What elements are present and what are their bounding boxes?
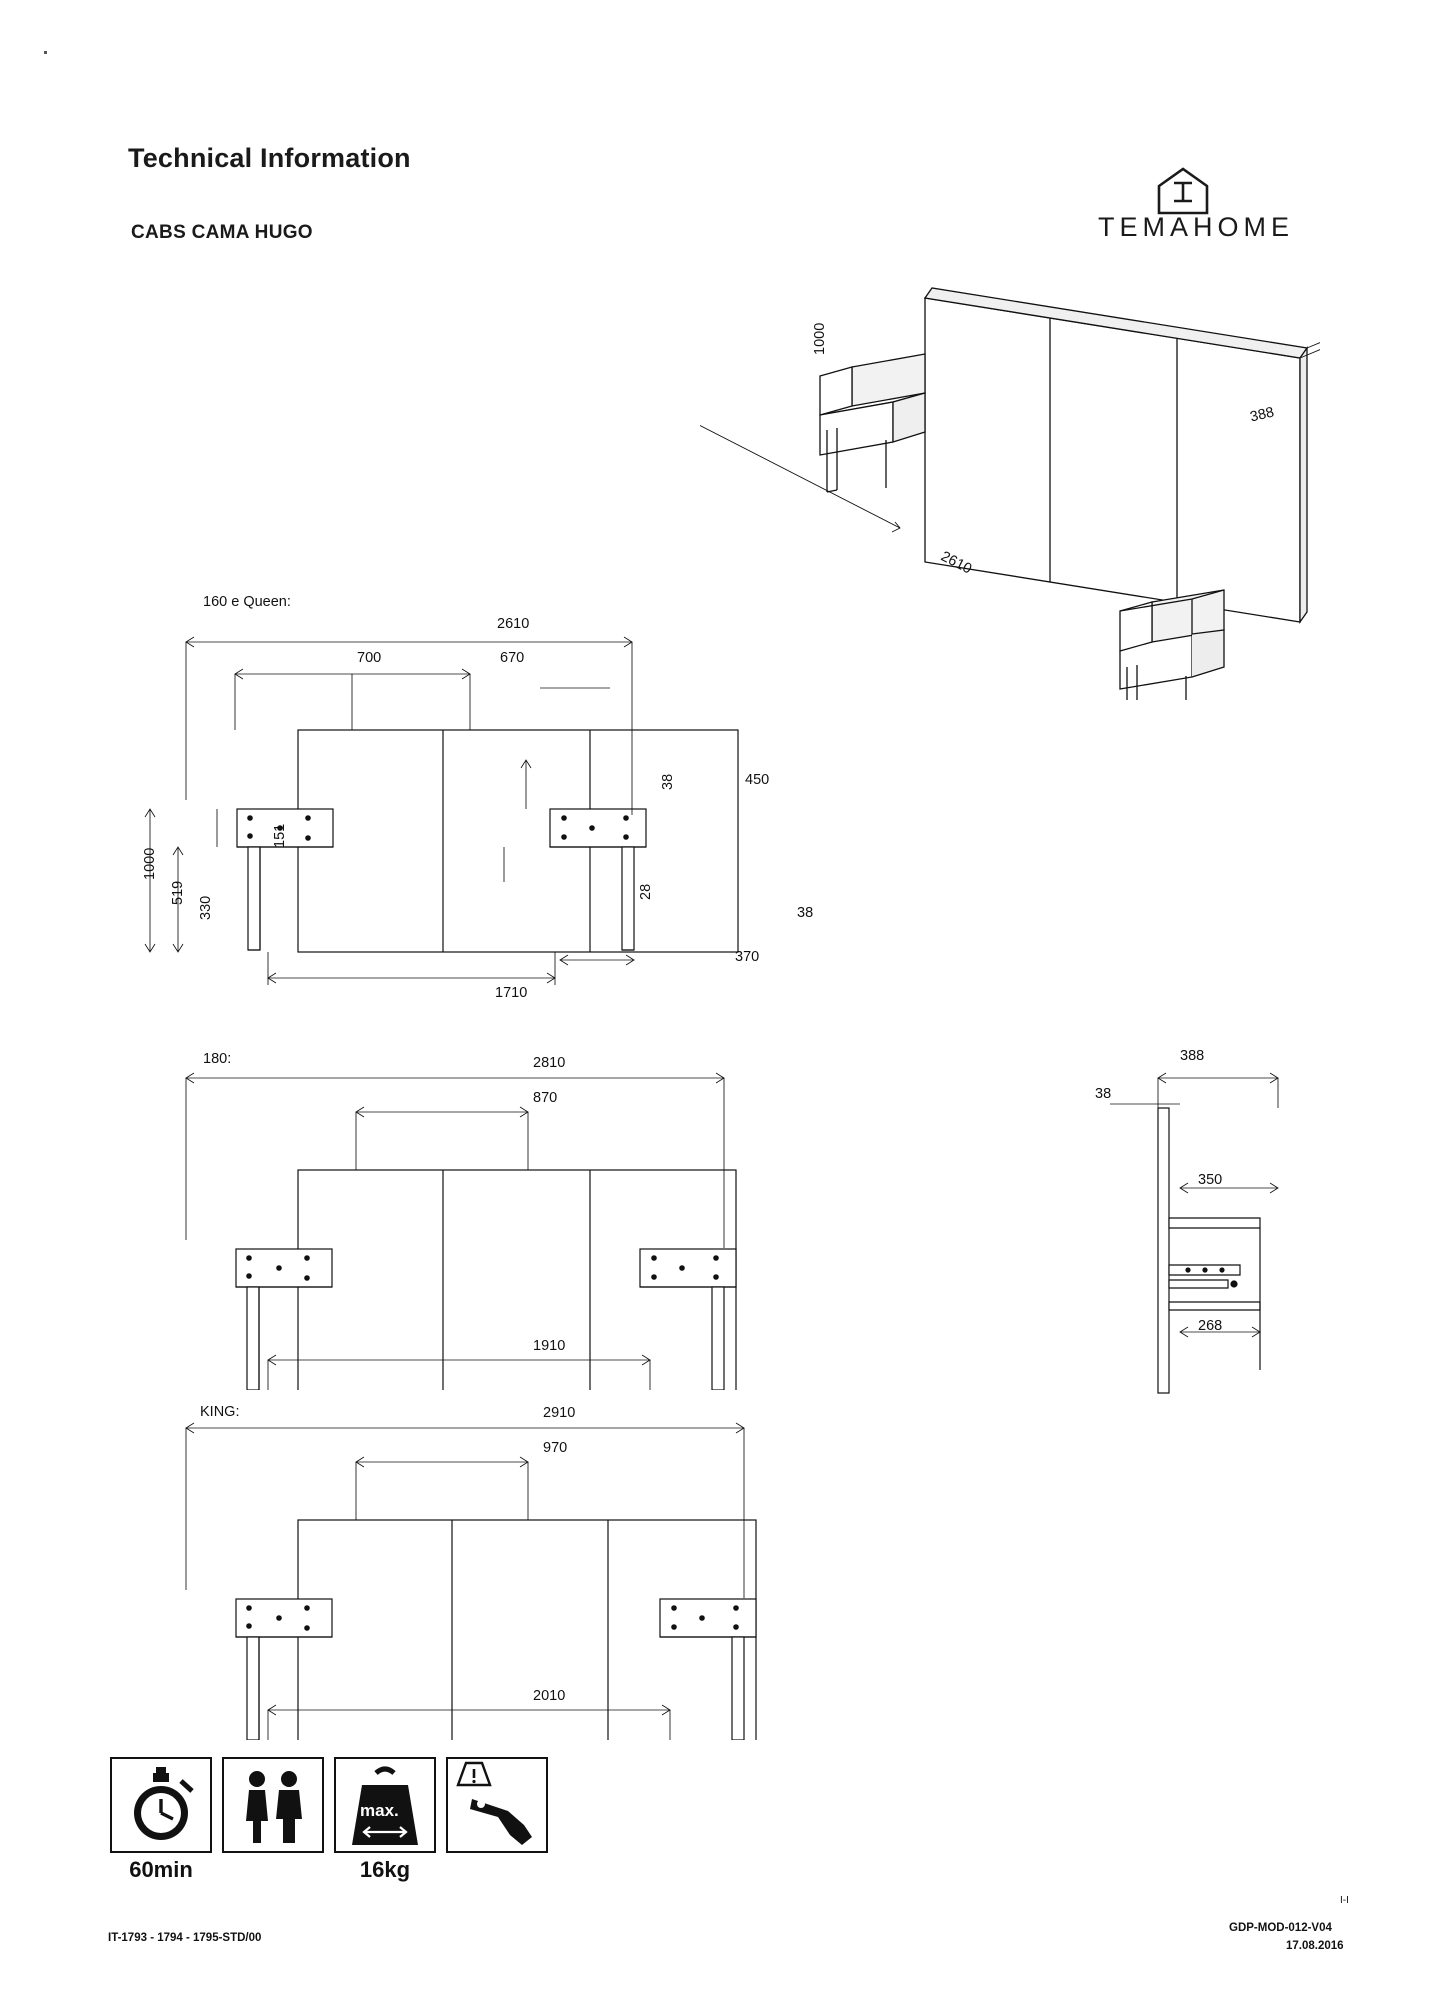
- queen-total-height-label: 1000: [142, 847, 158, 880]
- queen-shelf-thickness-label: 38: [660, 773, 676, 790]
- king-inner-label: 2010: [533, 1688, 566, 1704]
- view180-width-label: 2810: [533, 1055, 566, 1071]
- page-speck: [44, 51, 47, 54]
- iso-width-label: 2610: [938, 548, 975, 578]
- stopwatch-icon-box: [110, 1757, 212, 1853]
- king-width-label: 2910: [543, 1405, 576, 1421]
- page-title: Technical Information: [128, 143, 411, 173]
- queen-side-38-label: 38: [797, 905, 814, 921]
- max-weight-label: max.: [360, 1801, 399, 1820]
- icon-row: [110, 1757, 550, 1882]
- queen-mid-height-label: 519: [170, 880, 186, 905]
- queen-panel-b-label: 670: [500, 650, 525, 666]
- two-persons-icon-box: [222, 1757, 324, 1853]
- iso-height-label: 1000: [812, 322, 828, 355]
- max-weight-arrow: [360, 1825, 410, 1839]
- footer-date: 17.08.2016: [1286, 1940, 1344, 1952]
- stopwatch-caption: 60min: [129, 1857, 193, 1882]
- product-name: CABS CAMA HUGO: [131, 222, 313, 243]
- warning-tool-icon-box: [446, 1757, 548, 1853]
- view180-center-label: 870: [533, 1090, 558, 1106]
- queen-front-view: [140, 600, 840, 1040]
- queen-inner-width-label: 1710: [495, 985, 528, 1001]
- queen-side-450-label: 450: [745, 772, 770, 788]
- king-center-label: 970: [543, 1440, 568, 1456]
- queen-width-label: 2610: [497, 616, 530, 632]
- side-lower-depth-label: 268: [1198, 1318, 1223, 1334]
- footer-doc-code: GDP-MOD-012-V04: [1229, 1922, 1332, 1934]
- footer-section: I-I: [1340, 1895, 1349, 1906]
- max-weight-caption: 16kg: [359, 1857, 411, 1882]
- view180-inner-label: 1910: [533, 1338, 566, 1354]
- side-section-view: [1110, 1070, 1340, 1400]
- queen-shelf-h-label: 151: [272, 823, 288, 848]
- max-weight-icon-box: [334, 1757, 436, 1853]
- side-shelf-depth-label: 350: [1198, 1172, 1223, 1188]
- view-label-queen: 160 e Queen:: [203, 594, 291, 610]
- view-label-king: KING:: [200, 1404, 240, 1420]
- brand-name: TEMAHOME: [1098, 212, 1295, 242]
- brand-logo: [1155, 166, 1211, 216]
- iso-depth-label: 388: [1248, 404, 1276, 426]
- queen-leg-height-label: 330: [198, 895, 214, 920]
- side-thickness-label: 38: [1095, 1086, 1112, 1102]
- view-label-180: 180:: [203, 1051, 232, 1067]
- queen-side-370-label: 370: [735, 949, 760, 965]
- footer-left-code: IT-1793 - 1794 - 1795-STD/00: [108, 1932, 262, 1944]
- side-depth-label: 388: [1180, 1048, 1205, 1064]
- queen-panel-a-label: 700: [357, 650, 382, 666]
- queen-offset-28-label: 28: [638, 883, 654, 900]
